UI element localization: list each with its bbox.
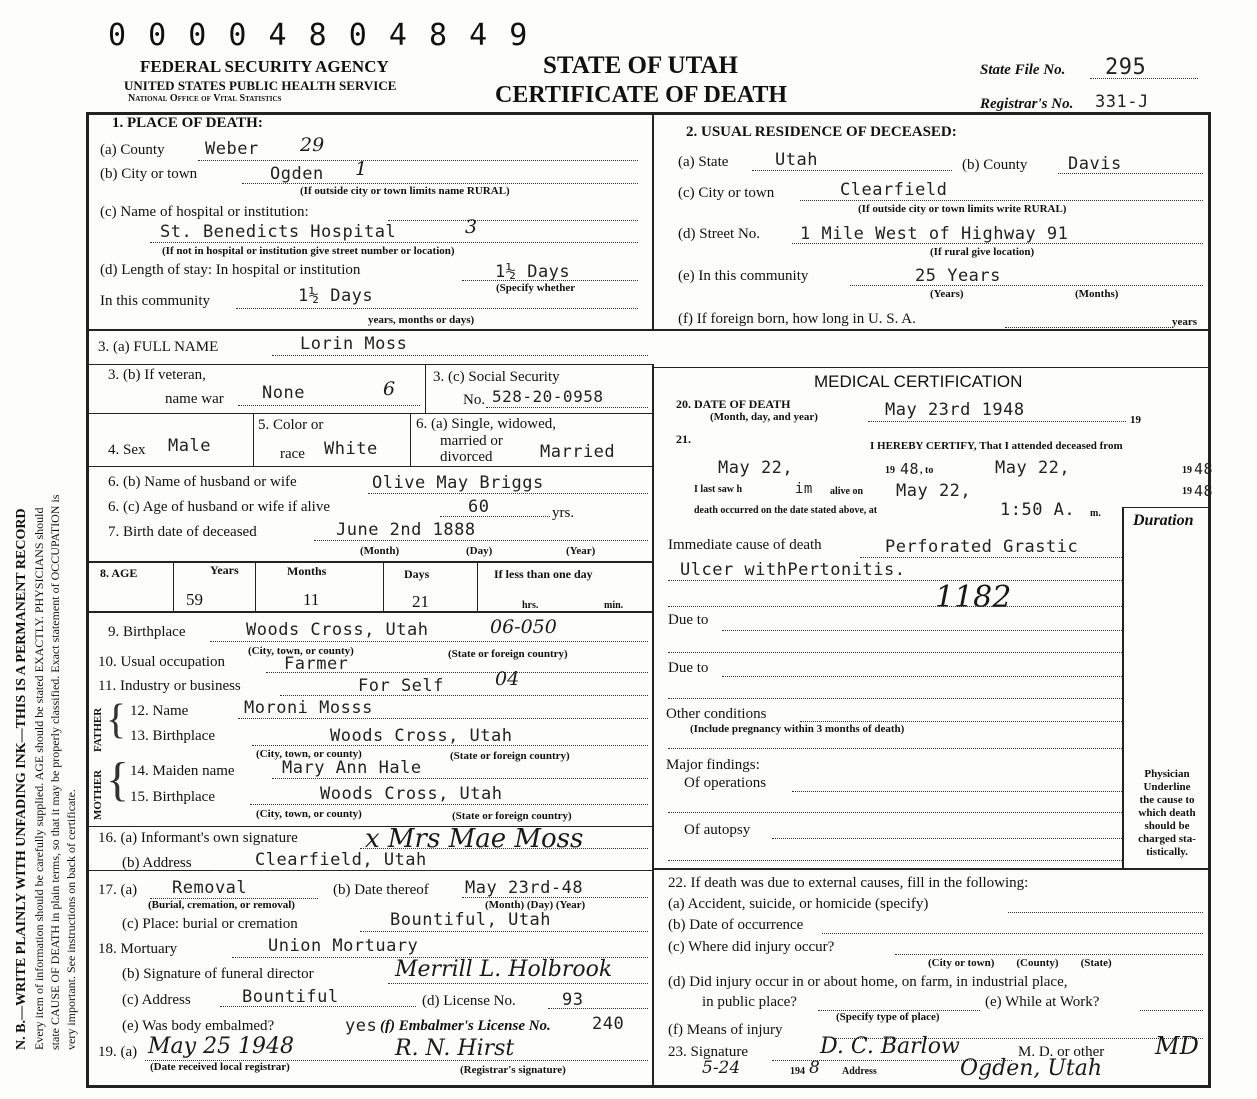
cause-line-2: Ulcer withPertonitis.	[680, 560, 906, 580]
place-of-death-heading: 1. PLACE OF DEATH:	[112, 115, 263, 131]
birth-month-note: (Month)	[360, 545, 400, 557]
residence-state-label: (a) State	[678, 154, 729, 170]
residence-county-label: (b) County	[962, 157, 1028, 173]
war-value: None	[262, 383, 305, 403]
birth-date-value: June 2nd 1888	[336, 520, 476, 540]
spouse-value: Olive May Briggs	[372, 473, 544, 493]
residence-street-label: (d) Street No.	[678, 226, 761, 242]
residence-city-note: (If outside city or town limits write RURAL)	[858, 203, 1067, 215]
physician-signature-label: 23. Signature	[668, 1044, 748, 1060]
color-label: 5. Color or	[258, 417, 324, 433]
physician-year-hand: 8	[809, 1058, 820, 1078]
death-date-19: 19	[1130, 414, 1141, 426]
mortuary-label: 18. Mortuary	[98, 941, 178, 957]
mother-brace: {	[106, 753, 130, 806]
race-label: race	[280, 446, 305, 462]
physician-sig-date: 5-24	[702, 1058, 741, 1078]
informant-address-value: Clearfield, Utah	[255, 850, 427, 870]
disposal-place-value: Bountiful, Utah	[390, 910, 552, 930]
place-stay-label: (d) Length of stay: In hospital or institution	[100, 262, 361, 278]
time-of-death: 1:50 A.	[1000, 500, 1076, 520]
father-state-note: (State or foreign country)	[450, 750, 570, 762]
place-county-code: 29	[300, 134, 325, 156]
mother-city-note: (City, town, or county)	[256, 808, 362, 820]
industry-label: 11. Industry or business	[98, 678, 241, 694]
place-hospital-value: St. Benedicts Hospital	[160, 222, 397, 242]
funeral-director-signature: Merrill L. Holbrook	[395, 957, 613, 982]
marital-label-2: married or	[440, 433, 503, 449]
age-less-header: If less than one day	[494, 567, 593, 581]
occupation-value: Farmer	[284, 654, 349, 674]
age-years-header: Years	[210, 563, 239, 577]
veteran-label: 3. (b) If veteran,	[108, 367, 206, 383]
external-d: (d) Did injury occur in or about home, on farm, in industrial place,	[668, 974, 1068, 990]
residence-years-label: (Years)	[930, 288, 964, 300]
age-months-value: 11	[303, 590, 320, 609]
war-code: 6	[383, 378, 396, 400]
physician-address-label: Address	[842, 1066, 877, 1077]
place-community-value: 1½ Days	[298, 286, 374, 306]
residence-community-value: 25 Years	[915, 266, 1001, 286]
spouse-label: 6. (b) Name of husband or wife	[108, 474, 297, 490]
md-handwritten: MD	[1155, 1032, 1199, 1060]
license-label: (d) License No.	[422, 993, 516, 1009]
physician-note-line: charged sta-	[1138, 833, 1196, 845]
mortuary-address-label: (c) Address	[122, 992, 191, 1008]
physician-note-line: Underline	[1143, 781, 1191, 793]
place-hospital-note: (If not in hospital or institution give street number or location)	[162, 245, 455, 257]
embalmer-label: (f) Embalmer's License No.	[380, 1018, 551, 1034]
external-heading: 22. If death was due to external causes, fill in the following:	[668, 875, 1029, 891]
external-d-note: (Specify type of place)	[836, 1011, 940, 1023]
last-saw-year: 48	[1194, 482, 1214, 500]
age-days-value: 21	[412, 592, 429, 611]
birthplace-value: Woods Cross, Utah	[246, 620, 429, 640]
place-city-code: 1	[355, 158, 368, 180]
father-brace: {	[106, 697, 127, 743]
disposal-date-note: (Month) (Day) (Year)	[485, 899, 586, 911]
father-birthplace-value: Woods Cross, Utah	[330, 726, 513, 746]
place-city-note: (If outside city or town limits name RURAL)	[300, 185, 510, 197]
occurred-label: death occurred on the date stated above, at	[694, 505, 878, 516]
informant-address-label: (b) Address	[122, 855, 192, 871]
spouse-age-unit: yrs.	[552, 505, 575, 521]
residence-community-label: (e) In this community	[678, 268, 809, 284]
registrar-date-note: (Date received local registrar)	[150, 1061, 290, 1073]
external-f: (f) Means of injury	[668, 1022, 783, 1038]
mortuary-value: Union Mortuary	[268, 936, 419, 956]
attended-from-year: 48	[900, 460, 920, 478]
external-d2: in public place?	[702, 994, 797, 1010]
death-date-value: May 23rd 1948	[885, 400, 1025, 420]
birthplace-state-note: (State or foreign country)	[448, 648, 568, 660]
cause-line-1: Perforated Grastic	[885, 537, 1079, 557]
mortuary-address-value: Bountiful	[242, 987, 339, 1007]
full-name-label: 3. (a) FULL NAME	[98, 339, 219, 355]
father-city-note: (City, town, or county)	[256, 748, 362, 760]
attended-to-year: 48	[1194, 460, 1214, 478]
physician-note-line: the cause to	[1139, 794, 1195, 806]
certificate-title: CERTIFICATE OF DEATH	[495, 82, 788, 108]
place-community-label: In this community	[100, 293, 210, 309]
physician-note-line: which death	[1138, 807, 1196, 819]
certificate-serial: 0 0 0 0 4 8 0 4 8 4 9	[108, 18, 530, 53]
mother-state-note: (State or foreign country)	[452, 810, 572, 822]
funeral-director-label: (b) Signature of funeral director	[122, 966, 314, 982]
birth-year-note: (Year)	[566, 545, 596, 557]
registrar-date: May 25 1948	[148, 1034, 295, 1059]
external-a: (a) Accident, suicide, or homicide (specify)	[668, 896, 929, 912]
margin-instruction-2: state CAUSE OF DEATH in plain terms, so that it may be properly classified. Exact statement of OCCUPATION is	[48, 494, 62, 1050]
birth-date-label: 7. Birth date of deceased	[108, 524, 257, 540]
external-e: (e) While at Work?	[985, 994, 1100, 1010]
birthplace-label: 9. Birthplace	[108, 624, 186, 640]
other-conditions-note: (Include pregnancy within 3 months of death)	[690, 723, 905, 735]
informant-signature: x Mrs Mae Moss	[365, 824, 584, 854]
physician-note-line: tistically.	[1146, 846, 1188, 858]
age-min: min.	[604, 600, 624, 611]
agency: FEDERAL SECURITY AGENCY	[140, 57, 389, 76]
ss-no-label: No.	[463, 392, 486, 408]
father-birthplace-label: 13. Birthplace	[130, 728, 215, 744]
state-file-value: 295	[1105, 55, 1147, 80]
cause-label: Immediate cause of death	[668, 537, 822, 553]
industry-code: 04	[495, 668, 520, 690]
residence-city-value: Clearfield	[840, 180, 948, 200]
disposal-place-label: (c) Place: burial or cremation	[122, 916, 298, 932]
disposal-method-value: Removal	[172, 878, 248, 898]
operations-label: Of operations	[684, 775, 767, 791]
license-value: 93	[562, 990, 584, 1010]
mother-birthplace-value: Woods Cross, Utah	[320, 784, 503, 804]
last-saw-date: May 22,	[896, 481, 972, 501]
place-hospital-label: (c) Name of hospital or institution:	[100, 204, 309, 220]
birthplace-city-note: (City, town, or county)	[248, 645, 354, 657]
autopsy-label: Of autopsy	[684, 822, 751, 838]
full-name-value: Lorin Moss	[300, 334, 408, 354]
age-hrs: hrs.	[522, 600, 539, 611]
last-saw-alive: alive on	[830, 486, 864, 497]
marital-value: Married	[540, 442, 616, 462]
occupation-label: 10. Usual occupation	[98, 654, 226, 670]
margin-instruction-3: very important. See instructions on back of certificate.	[64, 789, 78, 1050]
mother-name-label: 14. Maiden name	[130, 763, 235, 779]
age-label: 8. AGE	[100, 566, 138, 580]
medical-heading: MEDICAL CERTIFICATION	[814, 372, 1023, 391]
physician-note-line: should be	[1144, 820, 1190, 832]
mother-label: MOTHER	[92, 769, 104, 820]
residence-foreign-label: (f) If foreign born, how long in U. S. A.	[678, 311, 916, 327]
mother-name-value: Mary Ann Hale	[282, 758, 422, 778]
disposal-method-note: (Burial, cremation, or removal)	[148, 899, 295, 911]
place-specify-note: (Specify whether	[496, 282, 576, 294]
death-certificate: N. B.—WRITE PLAINLY WITH UNFADING INK—THIS IS A PERMANENT RECORD Every item of information should be carefully supplied. AGE should be stated EXACTLY. PHYSICIANS should state CAUSE OF DEATH in plain terms, so that it may be properly classified. Exact statement of OCCUPATION is very important. See instructions on back of certificate. 0 0 0 0 4 8 0 4 8 4 9 FEDERAL SECURITY AGENCY UNITED STATES PUBLIC HEALTH SERVICE National Office of Vital Statistics STATE OF UTAH CERTIFICATE OF DEATH State File No. 295 Registrar's No. 331-J 1. PLACE OF DEATH: (a) County Weber 29 (b) City or town Ogden 1 (If outside city or town limits name RURAL) (c) Name of hospital or institution: St. Benedicts Hospital 3 (If not in hospital or institution give street number or location) (d) Length of stay: In hospital or institution 1½ Days (Specify whether In this community 1½ Days years, months or days) 2. USUAL RESIDENCE OF DECEASED: (a) State Utah (b) County Davis (c) City or town Clearfield (If outside city or town limits write RURAL) (d) Street No. 1 Mile West of Highway 91 (If rural give location) (e) In this community 25 Years (Years) (Months) (f) If foreign born, how long in U. S. A. years 3. (a) FULL NAME Lorin Moss 3. (b) If veteran, name war None 6 3. (c) Social Security No. 528-20-0958 4. Sex Male 5. Color or race White 6. (a) Single, widowed, married or divorced Married 6. (b) Name of husband or wife Olive May Briggs 6. (c) Age of husband or wife if alive 60 yrs. 7. Birth date of deceased June 2nd 1888 (Month) (Day) (Year) 8. AGE Years Months Days If less than one day 59 11 21 hrs. min. 9. Birthplace Woods Cross, Utah 06-050 (City, town, or county) (State or foreign country) 10. Usual occupation Farmer 11. Industry or business For Self 04 FATHER MOTHER { { 12. Name Moroni Mosss 13. Birthplace Woods Cross, Utah (City, town, or county) (State or foreign country) 14. Maiden name Mary Ann Hale 15. Birthplace Woods Cross, Utah (City, town, or county) (State or foreign country) 16. (a) Informant's own signature x Mrs Mae Moss (b) Address Clearfield, Utah 17. (a) Removal (Burial, cremation, or removal) (b) Date thereof May 23rd-48 (Month) (Day) (Year) (c) Place: burial or cremation Bountiful, Utah 18. Mortuary Union Mortuary (b) Signature of funeral director Merrill L. Holbrook (c) Address Bountiful (d) License No. 93 (e) Was body embalmed? yes (f) Embalmer's License No. 240 19. (a) May 25 1948 (Date received local registrar) R. N. Hirst (Registrar's signature) MEDICAL CERTIFICATION 20. DATE OF DEATH (Month, day, and year) May 23rd 1948 19 21. I HEREBY CERTIFY, That I attended deceased from May 22, 19 48 , to May 22, 19 48 I last saw h im alive on May 22, 19 48 death occurred on the date stated above, at 1:50 A. m. Duration Immediate cause of death Perforated Grastic Ulcer withPertonitis. 1182 Due to Due to Other conditions (Include pregnancy within 3 months of death) Major findings: Of operations Of autopsy Physician Underline the cause to which death should be charged sta- tistically. 22. If death was due to external causes, fill in the following: (a) Accident, suicide, or homicide (specify) (b) Date of occurrence (c) Where did injury occur? (City or town) (County) (State) (d) Did injury occur in or about home, on farm, in industrial place, in public place? (e) While at Work? (Specify type of place) (f) Means of injury 23. Signature D. C. Barlow M. D. or other MD 5-24 194 8 Address Ogden, Utah	[0, 0, 1257, 1099]
embalmed-value: yes	[345, 1016, 378, 1036]
race-value: White	[324, 439, 378, 459]
place-hospital-code: 3	[465, 216, 478, 238]
physician-signature: D. C. Barlow	[820, 1034, 960, 1059]
spouse-age-value: 60	[468, 497, 490, 517]
due-to-1: Due to	[668, 612, 709, 628]
registrar-no-value: 331-J	[1095, 92, 1149, 112]
state-file-label: State File No.	[980, 62, 1066, 78]
margin-instruction-1: Every item of information should be carefully supplied. AGE should be stated EXACTLY. PHYSICIANS should	[32, 507, 46, 1050]
death-date-label: 20. DATE OF DEATH	[676, 397, 791, 411]
birth-day-note: (Day)	[466, 545, 493, 557]
residence-county-value: Davis	[1068, 154, 1122, 174]
age-days-header: Days	[404, 567, 430, 581]
war-label: name war	[165, 391, 224, 407]
disposal-label: 17. (a)	[98, 882, 138, 898]
ss-label: 3. (c) Social Security	[433, 369, 560, 385]
place-county-label: (a) County	[100, 142, 165, 158]
state-title: STATE OF UTAH	[543, 52, 738, 79]
place-stay-value: 1½ Days	[495, 262, 571, 282]
place-county-value: Weber	[205, 139, 259, 159]
residence-heading: 2. USUAL RESIDENCE OF DECEASED:	[686, 124, 957, 140]
major-findings-label: Major findings:	[666, 757, 760, 773]
age-years-value: 59	[186, 590, 203, 609]
informant-sig-label: 16. (a) Informant's own signature	[98, 830, 298, 846]
margin-warning: N. B.—WRITE PLAINLY WITH UNFADING INK—THIS IS A PERMANENT RECORD	[14, 508, 29, 1050]
external-c-note: (City or town) (County) (State)	[928, 957, 1112, 969]
sex-value: Male	[168, 436, 211, 456]
registrar-no-label: Registrar's No.	[980, 96, 1074, 112]
office: National Office of Vital Statistics	[128, 93, 282, 104]
death-date-note: (Month, day, and year)	[710, 411, 818, 423]
physician-year-prefix: 194	[790, 1066, 805, 1077]
spouse-age-label: 6. (c) Age of husband or wife if alive	[108, 499, 331, 515]
md-label: M. D. or other	[1018, 1044, 1105, 1060]
time-m: m.	[1090, 508, 1101, 519]
physician-note-line: Physician	[1144, 768, 1190, 780]
registrar-sig-note: (Registrar's signature)	[460, 1064, 566, 1076]
marital-label: 6. (a) Single, widowed,	[416, 416, 556, 432]
embalmed-label: (e) Was body embalmed?	[122, 1018, 275, 1034]
birthplace-code: 06-050	[490, 616, 557, 638]
sex-label: 4. Sex	[108, 442, 146, 458]
registrar-signature: R. N. Hirst	[395, 1036, 515, 1061]
certify-no: 21.	[676, 432, 691, 446]
residence-city-label: (c) City or town	[678, 185, 775, 201]
residence-state-value: Utah	[775, 150, 818, 170]
duration-header: Duration	[1133, 512, 1194, 529]
other-conditions-label: Other conditions	[666, 706, 767, 722]
physician-address: Ogden, Utah	[960, 1056, 1103, 1081]
disposal-date-value: May 23rd-48	[465, 878, 584, 898]
place-city-value: Ogden	[270, 164, 324, 184]
father-name-label: 12. Name	[130, 703, 189, 719]
embalmer-value: 240	[592, 1014, 625, 1034]
age-months-header: Months	[287, 564, 327, 578]
external-b: (b) Date of occurrence	[668, 917, 804, 933]
last-saw-pronoun: im	[795, 481, 813, 497]
place-community-note: years, months or days)	[368, 314, 475, 326]
due-to-2: Due to	[668, 660, 709, 676]
residence-street-note: (If rural give location)	[930, 246, 1035, 258]
marital-label-3: divorced	[440, 449, 493, 465]
mother-birthplace-label: 15. Birthplace	[130, 789, 215, 805]
attended-from: May 22,	[718, 458, 794, 478]
father-label: FATHER	[92, 707, 104, 752]
residence-months-label: (Months)	[1075, 288, 1119, 300]
service: UNITED STATES PUBLIC HEALTH SERVICE	[124, 78, 397, 93]
disposal-date-label: (b) Date thereof	[333, 882, 429, 898]
registrar-label: 19. (a)	[98, 1044, 138, 1060]
last-saw-label: I last saw h	[694, 484, 743, 495]
attended-to: May 22,	[995, 458, 1071, 478]
ss-value: 528-20-0958	[492, 387, 604, 406]
residence-foreign-unit: years	[1172, 316, 1198, 328]
industry-value: For Self	[358, 676, 444, 696]
external-c: (c) Where did injury occur?	[668, 939, 835, 955]
certify-statement: I HEREBY CERTIFY, That I attended deceased from	[870, 440, 1123, 452]
residence-street-value: 1 Mile West of Highway 91	[800, 224, 1069, 244]
cause-code: 1182	[935, 580, 1012, 615]
father-name-value: Moroni Mosss	[244, 698, 373, 718]
physician-underline-note	[1126, 768, 1208, 859]
place-city-label: (b) City or town	[100, 166, 198, 182]
